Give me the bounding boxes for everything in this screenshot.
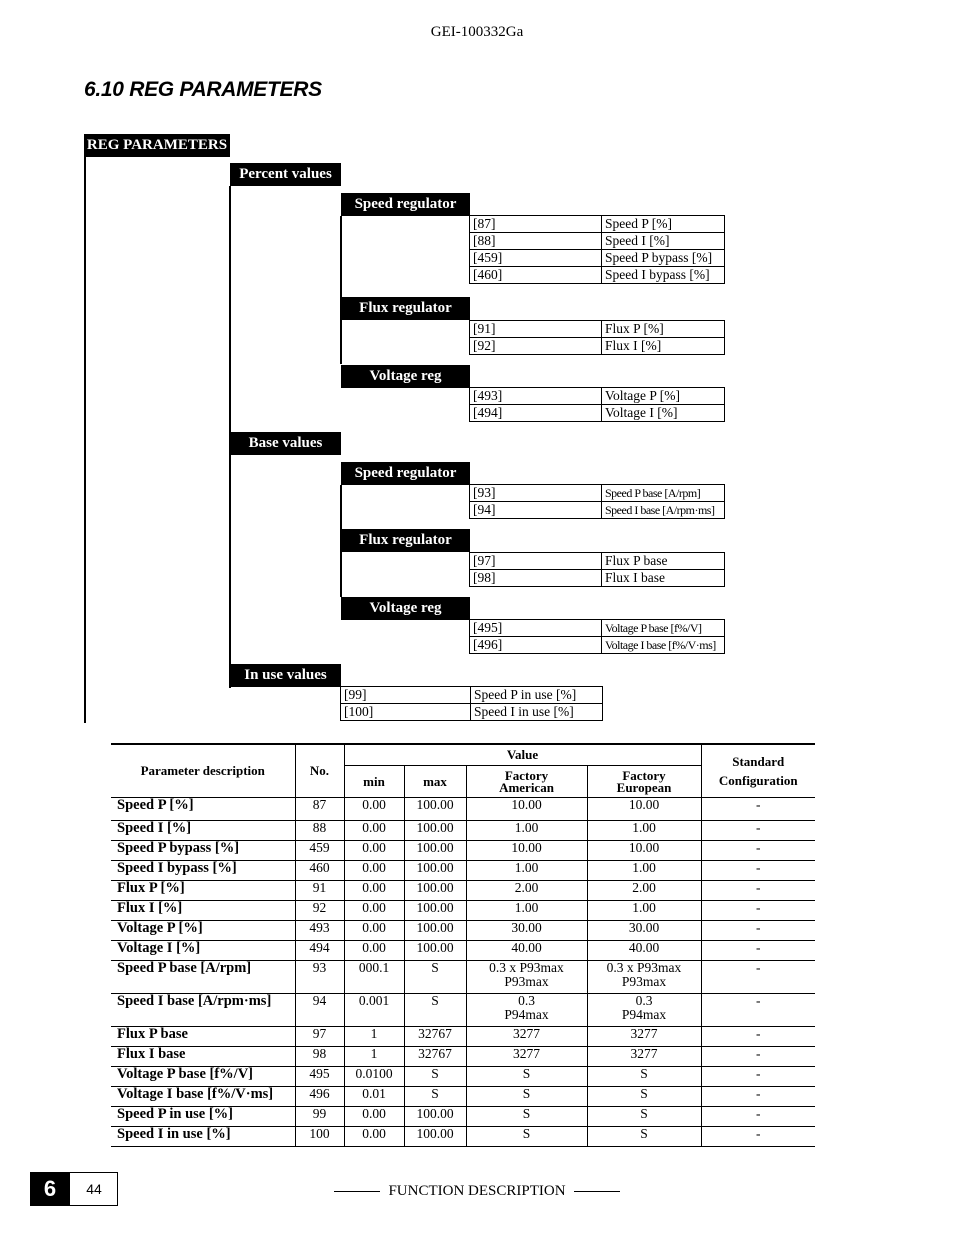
- cell-max: 100.00: [404, 841, 466, 861]
- cell-min: 0.00: [344, 941, 404, 961]
- table-row: [111, 821, 815, 841]
- cell-description: Voltage P [%]: [111, 921, 295, 941]
- cell-min: 0.0100: [344, 1067, 404, 1087]
- cell-min: 0.00: [344, 901, 404, 921]
- cell-factory-european: S: [587, 1107, 701, 1127]
- cell-max: 32767: [404, 1027, 466, 1047]
- cell-no: 98: [295, 1047, 344, 1067]
- cell-factory-american: 30.00: [466, 921, 587, 941]
- cell-standard: -: [701, 1067, 815, 1087]
- base-values-header: Base values: [230, 432, 341, 455]
- cell-factory-american: S: [466, 1067, 587, 1087]
- percent-sub-line: [340, 216, 342, 364]
- cell-min: 0.00: [344, 861, 404, 881]
- document-id: GEI-100332Ga: [430, 24, 524, 40]
- cell-factory-european: 10.00: [587, 798, 701, 821]
- header-standard-configuration: Standard Configuration: [701, 744, 815, 798]
- table-row: [111, 1067, 815, 1087]
- cell-factory-american: 3277: [466, 1027, 587, 1047]
- cell-description: Speed I base [A/rpm·ms]: [111, 994, 295, 1027]
- cell-description: Flux I base: [111, 1047, 295, 1067]
- cell-factory-european: 3277: [587, 1047, 701, 1067]
- list-item: [460] Speed I bypass [%]: [470, 267, 725, 284]
- cell-no: 92: [295, 901, 344, 921]
- cell-min: 0.00: [344, 1107, 404, 1127]
- tree-root-line: [84, 157, 86, 723]
- cell-standard: -: [701, 798, 815, 821]
- cell-factory-american: S: [466, 1107, 587, 1127]
- list-item: [87] Speed P [%]: [470, 216, 725, 233]
- header-parameter-description: Parameter description: [111, 744, 295, 798]
- cell-no: 496: [295, 1087, 344, 1107]
- list-item: [94] Speed I base [A/rpm·ms]: [470, 502, 725, 519]
- cell-description: Speed I [%]: [111, 821, 295, 841]
- header-factory-european: Factory European: [587, 766, 701, 798]
- cell-factory-european: 1.00: [587, 861, 701, 881]
- cell-no: 494: [295, 941, 344, 961]
- cell-no: 88: [295, 821, 344, 841]
- cell-min: 0.00: [344, 798, 404, 821]
- table-row: [111, 1087, 815, 1107]
- cell-standard: -: [701, 1127, 815, 1147]
- base-speed-table: [469, 484, 725, 519]
- table-row: [111, 798, 815, 821]
- table-body: [111, 798, 815, 1147]
- page-number: 44: [86, 1181, 102, 1197]
- cell-max: 100.00: [404, 901, 466, 921]
- footer-label: FUNCTION DESCRIPTION: [388, 1183, 566, 1199]
- list-item: [100] Speed I in use [%]: [341, 704, 603, 721]
- cell-factory-american: S: [466, 1087, 587, 1107]
- cell-factory-american: 2.00: [466, 881, 587, 901]
- table-row: [111, 841, 815, 861]
- cell-description: Voltage I [%]: [111, 941, 295, 961]
- cell-factory-european: S: [587, 1087, 701, 1107]
- cell-description: Flux P base: [111, 1027, 295, 1047]
- cell-description: Voltage P base [f%/V]: [111, 1067, 295, 1087]
- percent-voltage-reg-header: Voltage reg: [341, 365, 470, 388]
- cell-factory-european: 40.00: [587, 941, 701, 961]
- list-item: [97] Flux P base: [470, 553, 725, 570]
- cell-description: Flux I [%]: [111, 901, 295, 921]
- chapter-number: 6: [30, 1172, 70, 1206]
- cell-no: 495: [295, 1067, 344, 1087]
- cell-min: 0.00: [344, 921, 404, 941]
- cell-description: Speed P in use [%]: [111, 1107, 295, 1127]
- base-voltage-table: [469, 619, 725, 654]
- list-item: [98] Flux I base: [470, 570, 725, 587]
- header-max: max: [404, 766, 466, 798]
- list-item: [92] Flux I [%]: [470, 338, 725, 355]
- cell-description: Speed I bypass [%]: [111, 861, 295, 881]
- cell-no: 87: [295, 798, 344, 821]
- cell-no: 93: [295, 961, 344, 994]
- base-flux-regulator-header: Flux regulator: [341, 529, 470, 552]
- list-item: [494] Voltage I [%]: [470, 405, 725, 422]
- table-row: [111, 961, 815, 994]
- in-use-table: [340, 686, 603, 721]
- cell-max: 100.00: [404, 861, 466, 881]
- cell-factory-american: 40.00: [466, 941, 587, 961]
- header-factory-american: Factory American: [466, 766, 587, 798]
- cell-standard: -: [701, 901, 815, 921]
- section-title: 6.10 REG PARAMETERS: [84, 78, 322, 101]
- in-use-values-header: In use values: [230, 664, 341, 687]
- cell-max: S: [404, 1087, 466, 1107]
- cell-factory-american: 1.00: [466, 901, 587, 921]
- cell-standard: -: [701, 941, 815, 961]
- base-speed-regulator-header: Speed regulator: [341, 462, 470, 485]
- table-header-row: [111, 744, 815, 766]
- cell-standard: -: [701, 961, 815, 994]
- cell-factory-american: 3277: [466, 1047, 587, 1067]
- table-row: [111, 1107, 815, 1127]
- cell-no: 100: [295, 1127, 344, 1147]
- cell-standard: -: [701, 1087, 815, 1107]
- base-flux-table: [469, 552, 725, 587]
- parameter-table: [111, 743, 815, 1147]
- cell-factory-european: 1.00: [587, 901, 701, 921]
- cell-no: 99: [295, 1107, 344, 1127]
- cell-factory-european: 0.3 x P93max P93max: [587, 961, 701, 994]
- cell-standard: -: [701, 1027, 815, 1047]
- percent-flux-regulator-header: Flux regulator: [341, 297, 470, 320]
- cell-min: 0.001: [344, 994, 404, 1027]
- cell-factory-american: 10.00: [466, 841, 587, 861]
- table-row: [111, 941, 815, 961]
- footer: [0, 1183, 954, 1200]
- percent-voltage-table: [469, 387, 725, 422]
- cell-max: S: [404, 994, 466, 1027]
- cell-max: 100.00: [404, 941, 466, 961]
- cell-min: 0.00: [344, 881, 404, 901]
- percent-values-header: Percent values: [230, 163, 341, 186]
- cell-max: S: [404, 1067, 466, 1087]
- cell-description: Speed I in use [%]: [111, 1127, 295, 1147]
- cell-max: 32767: [404, 1047, 466, 1067]
- cell-factory-american: 0.3 x P93max P93max: [466, 961, 587, 994]
- cell-no: 94: [295, 994, 344, 1027]
- cell-factory-european: 3277: [587, 1027, 701, 1047]
- cell-factory-american: 1.00: [466, 821, 587, 841]
- tree-root-header: REG PARAMETERS: [84, 134, 230, 157]
- cell-max: 100.00: [404, 798, 466, 821]
- list-item: [459] Speed P bypass [%]: [470, 250, 725, 267]
- cell-factory-american: S: [466, 1127, 587, 1147]
- cell-standard: -: [701, 921, 815, 941]
- cell-no: 493: [295, 921, 344, 941]
- cell-factory-european: S: [587, 1127, 701, 1147]
- base-voltage-reg-header: Voltage reg: [341, 597, 470, 620]
- cell-description: Speed P [%]: [111, 798, 295, 821]
- list-item: [93] Speed P base [A/rpm]: [470, 485, 725, 502]
- table-row: [111, 994, 815, 1027]
- cell-standard: -: [701, 994, 815, 1027]
- cell-max: 100.00: [404, 881, 466, 901]
- table-row: [111, 1027, 815, 1047]
- cell-description: Speed P base [A/rpm]: [111, 961, 295, 994]
- cell-max: 100.00: [404, 1107, 466, 1127]
- header-value: Value: [344, 744, 701, 766]
- cell-min: 1: [344, 1027, 404, 1047]
- cell-description: Speed P bypass [%]: [111, 841, 295, 861]
- cell-factory-american: 0.3 P94max: [466, 994, 587, 1027]
- list-item: [91] Flux P [%]: [470, 321, 725, 338]
- header-min: min: [344, 766, 404, 798]
- cell-no: 459: [295, 841, 344, 861]
- cell-standard: -: [701, 821, 815, 841]
- percent-speed-regulator-header: Speed regulator: [341, 193, 470, 216]
- cell-min: 0.01: [344, 1087, 404, 1107]
- cell-max: S: [404, 961, 466, 994]
- cell-standard: -: [701, 1107, 815, 1127]
- cell-standard: -: [701, 1047, 815, 1067]
- table-row: [111, 901, 815, 921]
- cell-max: 100.00: [404, 1127, 466, 1147]
- cell-factory-european: S: [587, 1067, 701, 1087]
- cell-factory-european: 0.3 P94max: [587, 994, 701, 1027]
- table-row: [111, 921, 815, 941]
- list-item: [496] Voltage I base [f%/V·ms]: [470, 637, 725, 654]
- table-row: [111, 1047, 815, 1067]
- cell-max: 100.00: [404, 821, 466, 841]
- cell-max: 100.00: [404, 921, 466, 941]
- cell-factory-american: 1.00: [466, 861, 587, 881]
- list-item: [88] Speed I [%]: [470, 233, 725, 250]
- list-item: [495] Voltage P base [f%/V]: [470, 620, 725, 637]
- cell-no: 91: [295, 881, 344, 901]
- cell-min: 0.00: [344, 1127, 404, 1147]
- cell-factory-european: 30.00: [587, 921, 701, 941]
- cell-min: 0.00: [344, 821, 404, 841]
- cell-factory-american: 10.00: [466, 798, 587, 821]
- percent-flux-table: [469, 320, 725, 355]
- cell-description: Flux P [%]: [111, 881, 295, 901]
- cell-min: 0.00: [344, 841, 404, 861]
- list-item: [99] Speed P in use [%]: [341, 687, 603, 704]
- cell-standard: -: [701, 841, 815, 861]
- cell-description: Voltage I base [f%/V·ms]: [111, 1087, 295, 1107]
- cell-factory-european: 10.00: [587, 841, 701, 861]
- cell-standard: -: [701, 881, 815, 901]
- cell-min: 000.1: [344, 961, 404, 994]
- table-row: [111, 861, 815, 881]
- list-item: [493] Voltage P [%]: [470, 388, 725, 405]
- cell-factory-european: 1.00: [587, 821, 701, 841]
- cell-standard: -: [701, 861, 815, 881]
- footer-rule-left: [334, 1191, 380, 1192]
- table-row: [111, 881, 815, 901]
- cell-no: 97: [295, 1027, 344, 1047]
- percent-speed-table: [469, 215, 725, 284]
- cell-no: 460: [295, 861, 344, 881]
- footer-rule-right: [574, 1191, 620, 1192]
- cell-factory-european: 2.00: [587, 881, 701, 901]
- table-row: [111, 1127, 815, 1147]
- cell-min: 1: [344, 1047, 404, 1067]
- header-no: No.: [295, 744, 344, 798]
